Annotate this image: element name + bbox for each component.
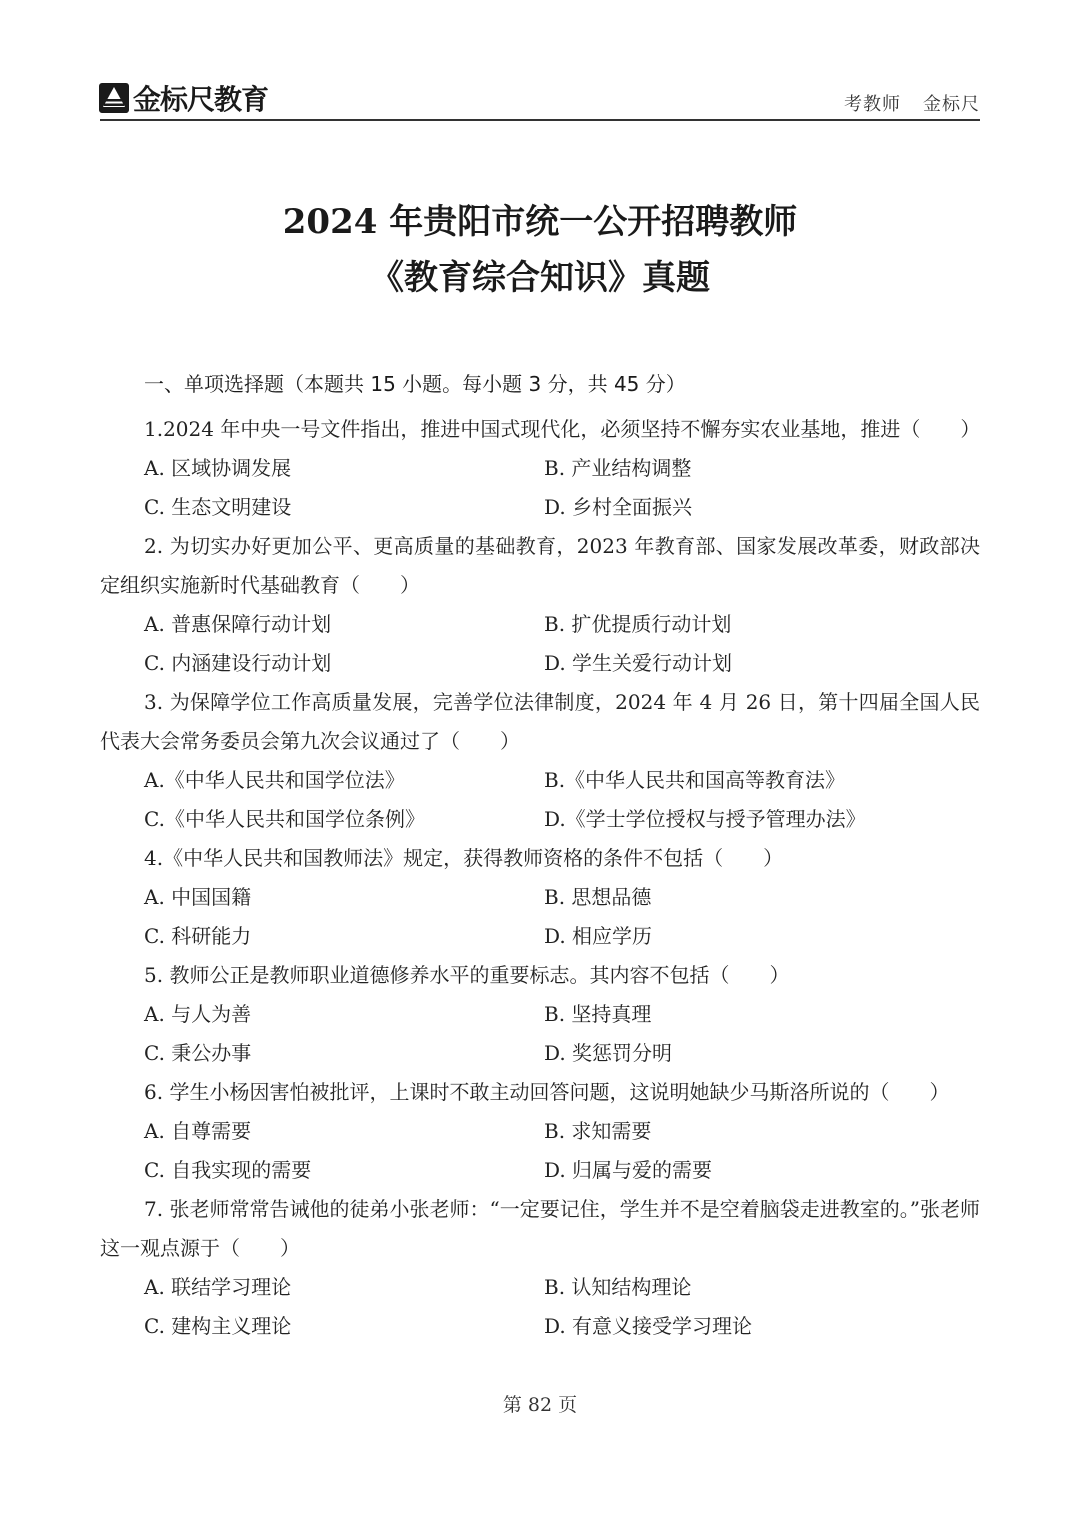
header-tagline (844, 90, 980, 116)
option-a: A. 自尊需要 (144, 1119, 252, 1143)
option-grid (144, 449, 980, 527)
option-d: D. 学生关爱行动计划 (544, 651, 733, 675)
document-title-line2: 《教育综合知识》真题 (370, 258, 710, 298)
question-stem: 7. 张老师常常告诫他的徒弟小张老师：“一定要记住，学生并不是空着脑袋走进教室的。”张老师这一观点源于（ ） (100, 1197, 980, 1260)
question-stem: 3. 为保障学位工作高质量发展，完善学位法律制度，2024 年 4 月 26 日，第十四届全国人民代表大会常务委员会第九次会议通过了（ ） (100, 690, 980, 753)
question-2 (100, 527, 980, 683)
question-stem: 1.2024 年中央一号文件指出，推进中国式现代化，必须坚持不懈夯实农业基地，推进（ ） (144, 417, 981, 441)
question-3 (100, 683, 980, 839)
option-grid (144, 995, 980, 1073)
option-c: C. 内涵建设行动计划 (144, 651, 332, 675)
option-grid (144, 605, 980, 683)
option-b: B. 认知结构理论 (544, 1275, 692, 1299)
option-b: B. 坚持真理 (544, 1002, 652, 1026)
option-b: B. 求知需要 (544, 1119, 652, 1143)
question-stem: 6. 学生小杨因害怕被批评，上课时不敢主动回答问题，这说明她缺少马斯洛所说的（ ） (144, 1080, 950, 1104)
question-4 (100, 839, 980, 956)
section-heading: 一、单项选择题（本题共 15 小题。每小题 3 分，共 45 分） (144, 372, 686, 396)
header-divider (100, 119, 980, 121)
option-d: D.《学士学位授权与授予管理办法》 (544, 807, 866, 831)
option-grid (144, 1268, 980, 1346)
logo-text: 金标尺教育 (133, 83, 269, 116)
option-c: C. 秉公办事 (144, 1041, 252, 1065)
question-1 (100, 410, 980, 527)
option-a: A. 区域协调发展 (144, 456, 292, 480)
option-a: A. 中国国籍 (144, 885, 252, 909)
question-5 (100, 956, 980, 1073)
option-a: A.《中华人民共和国学位法》 (144, 768, 405, 792)
option-grid (144, 1112, 980, 1190)
option-d: D. 归属与爱的需要 (544, 1158, 713, 1182)
pyramid-logo-icon (99, 83, 129, 113)
option-a: A. 与人为善 (144, 1002, 252, 1026)
option-b: B. 扩优提质行动计划 (544, 612, 732, 636)
option-c: C.《中华人民共和国学位条例》 (144, 807, 425, 831)
tagline-teacher: 考教师 (844, 94, 901, 115)
option-d: D. 相应学历 (544, 924, 653, 948)
page-number: 第 82 页 (502, 1394, 578, 1416)
question-stem: 2. 为切实办好更加公平、更高质量的基础教育，2023 年教育部、国家发展改革委，财政部决定组织实施新时代基础教育（ ） (100, 534, 980, 597)
option-c: C. 生态文明建设 (144, 495, 292, 519)
option-b: B.《中华人民共和国高等教育法》 (544, 768, 846, 792)
question-stem: 5. 教师公正是教师职业道德修养水平的重要标志。其内容不包括（ ） (144, 963, 790, 987)
option-b: B. 产业结构调整 (544, 456, 692, 480)
option-c: C. 自我实现的需要 (144, 1158, 312, 1182)
option-d: D. 有意义接受学习理论 (544, 1314, 753, 1338)
option-d: D. 乡村全面振兴 (544, 495, 693, 519)
option-d: D. 奖惩罚分明 (544, 1041, 673, 1065)
option-grid (144, 878, 980, 956)
option-c: C. 建构主义理论 (144, 1314, 292, 1338)
exam-content (100, 365, 980, 1346)
tagline-brand: 金标尺 (923, 94, 980, 115)
question-6 (100, 1073, 980, 1190)
question-stem: 4.《中华人民共和国教师法》规定，获得教师资格的条件不包括（ ） (144, 846, 784, 870)
option-a: A. 联结学习理论 (144, 1275, 292, 1299)
option-b: B. 思想品德 (544, 885, 652, 909)
option-c: C. 科研能力 (144, 924, 252, 948)
option-a: A. 普惠保障行动计划 (144, 612, 332, 636)
document-title-line1: 2024 年贵阳市统一公开招聘教师 (282, 202, 798, 242)
question-7 (100, 1190, 980, 1346)
brand-logo (99, 82, 268, 114)
option-grid (144, 761, 980, 839)
